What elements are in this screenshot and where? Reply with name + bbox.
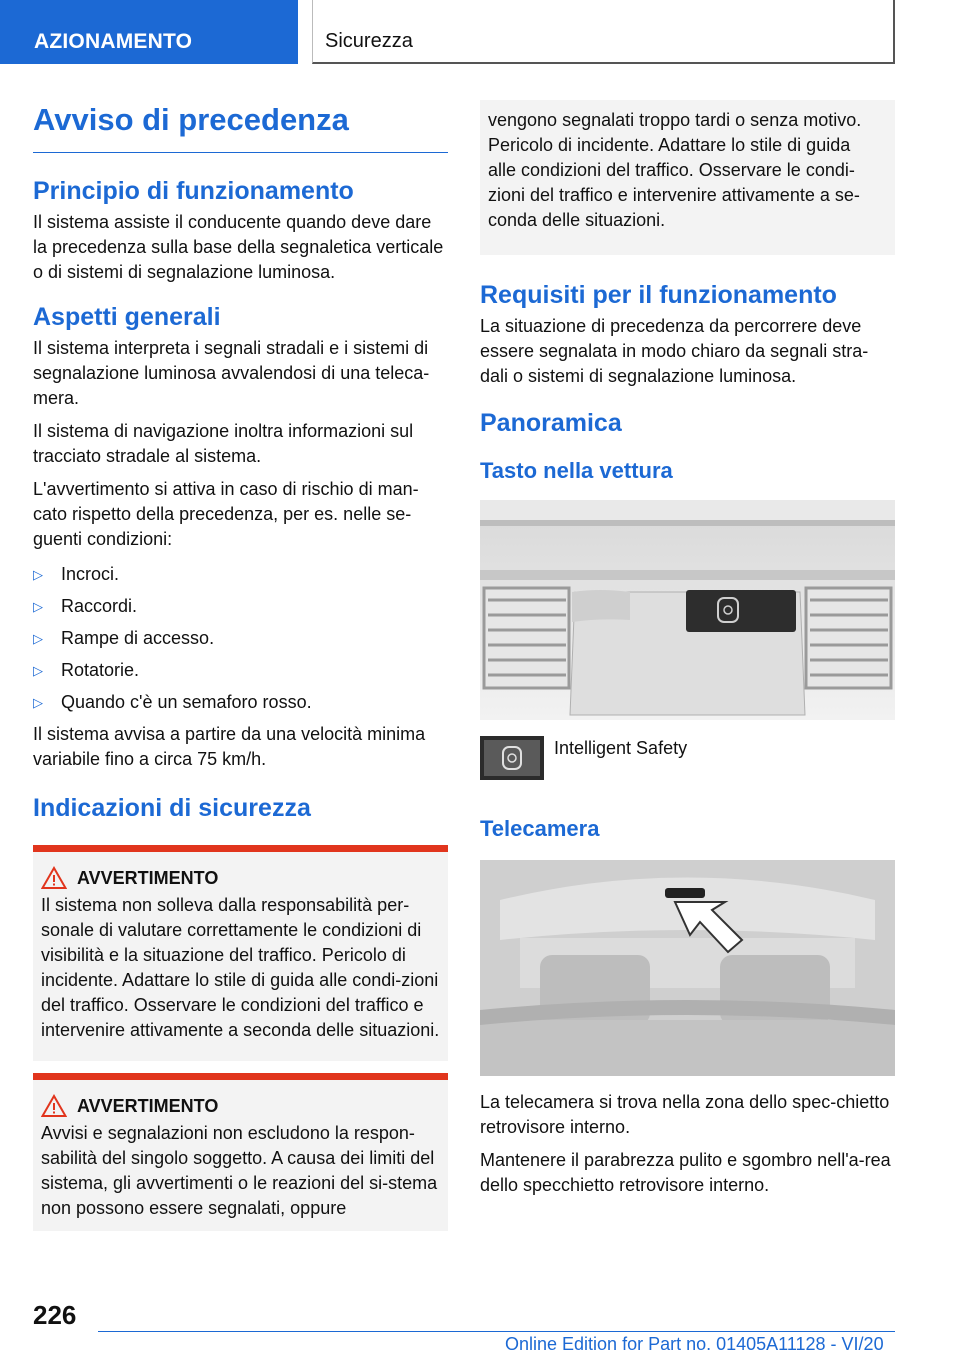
bullet-triangle-icon: ▷	[33, 663, 43, 678]
bullet-triangle-icon: ▷	[33, 631, 43, 646]
overview-heading: Panoramica	[480, 409, 622, 437]
bullet-triangle-icon: ▷	[33, 567, 43, 582]
safety-heading: Indicazioni di sicurezza	[33, 794, 311, 822]
header-section-tab: AZIONAMENTO	[0, 0, 298, 64]
principle-text: Il sistema assiste il conducente quando deve dare la precedenza sulla base della segnaletica verticale o di sistemi di segnalazione luminosa.	[33, 212, 444, 282]
dashboard-button-image	[480, 500, 895, 720]
warning-box-1	[33, 845, 448, 1061]
right-column	[480, 100, 895, 1198]
title-rule	[33, 152, 448, 153]
principle-heading: Principio di funzionamento	[33, 177, 354, 205]
general-paragraph-3: L'avvertimento si attiva in caso di rischio di man-cato rispetto della precedenza, per es. nelle se-guenti condizioni:	[33, 479, 419, 549]
warning-box-2	[33, 1073, 448, 1231]
warning-label: AVVERTIMENTO	[77, 868, 219, 888]
general-heading: Aspetti generali	[33, 303, 221, 331]
button-heading: Tasto nella vettura	[480, 458, 673, 483]
list-item: ▷ Rotatorie.	[33, 658, 448, 683]
camera-image	[480, 860, 895, 1076]
button-label: Intelligent Safety	[554, 738, 688, 758]
list-item: ▷ Incroci.	[33, 562, 448, 587]
header-title: Sicurezza	[312, 0, 895, 64]
warning-text: Avvisi e segnalazioni non escludono la respon-sabilità del singolo soggetto. A causa dei limiti del sistema, gli avvertimenti o le reazioni del si-stema non possono essere segnalati, oppure	[41, 1123, 438, 1218]
intelligent-safety-icon	[480, 736, 544, 785]
camera-paragraph-2: Mantenere il parabrezza pulito e sgombro nell'a-rea dello specchietto retrovisore interno.	[480, 1150, 891, 1195]
list-item: ▷ Raccordi.	[33, 594, 448, 619]
list-item: ▷ Quando c'è un semaforo rosso.	[33, 690, 448, 715]
warning-continuation	[480, 100, 895, 255]
camera-paragraph-1: La telecamera si trova nella zona dello spec-chietto retrovisore interno.	[480, 1092, 890, 1137]
requirements-heading: Requisiti per il funzionamento	[480, 281, 837, 309]
general-paragraph-1: Il sistema interpreta i segnali stradali e i sistemi di segnalazione luminosa avvalendosi di una teleca-mera.	[33, 338, 430, 408]
left-column	[33, 96, 448, 1231]
general-paragraph-4: Il sistema avvisa a partire da una velocità minima variabile fino a circa 75 km/h.	[33, 724, 426, 769]
bullet-triangle-icon: ▷	[33, 695, 43, 710]
page-title: Avviso di precedenza	[33, 102, 349, 137]
warning-triangle-icon	[41, 1094, 67, 1123]
requirements-text: La situazione di precedenza da percorrere deve essere segnalata in modo chiaro da segnali stra-dali o sistemi di segnalazione luminosa.	[480, 316, 869, 386]
general-paragraph-2: Il sistema di navigazione inoltra informazioni sul tracciato stradale al sistema.	[33, 421, 414, 466]
conditions-list	[33, 562, 448, 715]
camera-heading: Telecamera	[480, 816, 600, 841]
warning-text: Il sistema non solleva dalla responsabilità per-sonale di valutare correttamente le condizioni di visibilità e la situazione del traffico. Pericolo di incidente. Adattare lo stile di guida alle condi-zioni del traffico. Osservare le condizioni del traffico e intervenire attivamente a seconda delle situazioni.	[41, 895, 440, 1040]
bullet-triangle-icon: ▷	[33, 599, 43, 614]
footer-edition: Online Edition for Part no. 01405A11128 - VI/20	[505, 1334, 884, 1354]
footer-rule	[98, 1331, 895, 1332]
warning-triangle-icon	[41, 866, 67, 895]
warning-continuation-text: vengono segnalati troppo tardi o senza motivo. Pericolo di incidente. Adattare lo stile di guida alle condizioni del traffico. Osservare le condi-zioni del traffico e intervenire attivamente a se-conda delle situazioni.	[488, 110, 862, 230]
page-number: 226	[33, 1300, 77, 1330]
button-legend	[480, 736, 895, 782]
list-item: ▷ Rampe di accesso.	[33, 626, 448, 651]
warning-label: AVVERTIMENTO	[77, 1096, 219, 1116]
